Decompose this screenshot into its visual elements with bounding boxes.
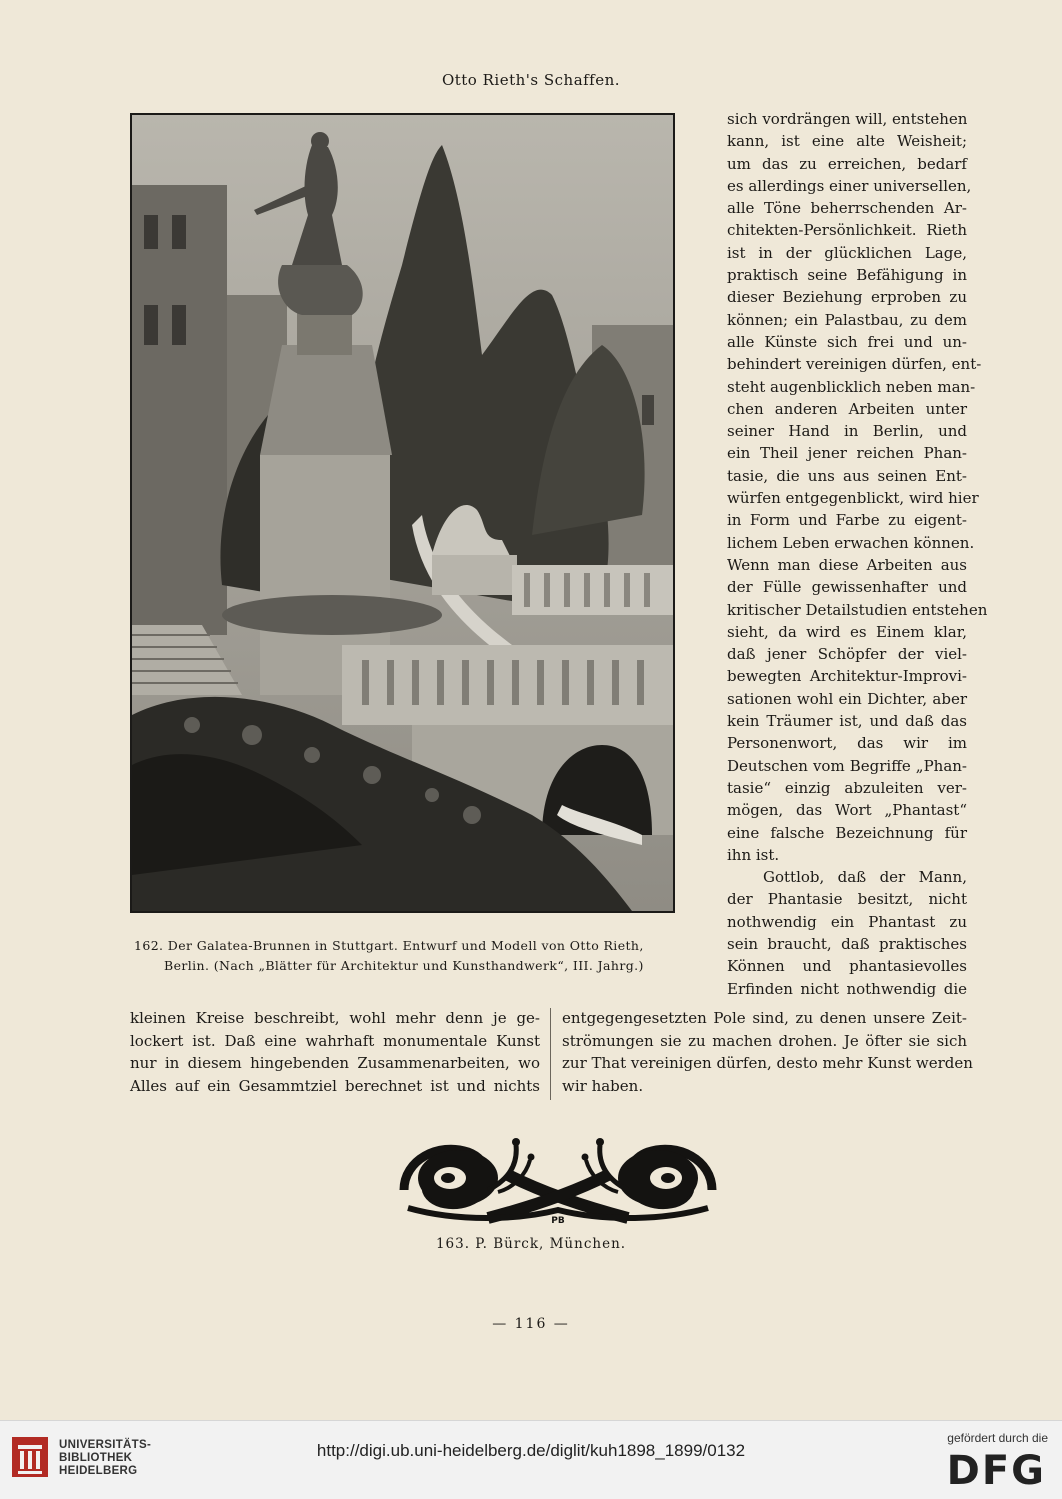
funder-label: gefördert durch die: [947, 1431, 1048, 1445]
text-line: Erfinden nicht nothwendig die: [727, 979, 967, 998]
text-line: der Phantasie besitzt, nicht: [727, 890, 967, 909]
text-line: zur That vereinigen dürfen, desto mehr Kunst werden: [562, 1054, 973, 1072]
figure-163-caption: 163. P. Bürck, München.: [435, 1236, 627, 1252]
page-number: — 116 —: [492, 1316, 570, 1332]
text-line: es allerdings einer universellen,: [727, 176, 972, 195]
running-head: Otto Rieth's Schaffen.: [441, 71, 621, 89]
text-line: kein Träumer ist, und daß das: [727, 712, 967, 731]
text-line: Gottlob, daß der Mann,: [763, 868, 967, 887]
text-line: würfen entgegenblickt, wird hier: [727, 489, 979, 508]
text-line: seiner Hand in Berlin, und: [727, 422, 967, 441]
text-line: sein braucht, daß praktisches: [727, 934, 967, 953]
text-line: daß jener Schöpfer der viel-: [727, 645, 967, 664]
text-line: chen anderen Arbeiten unter: [727, 399, 967, 418]
fountain-illustration: [132, 115, 673, 911]
text-line: kleinen Kreise beschreibt, wohl mehr denn je ge-: [130, 1009, 540, 1027]
text-line: Können und phantasievolles: [727, 957, 967, 976]
caption-line-2: Berlin. (Nach „Blätter für Architektur und Kunsthandwerk“, III. Jahrg.): [164, 958, 644, 973]
text-line: sieht, da wird es Einem klar,: [727, 622, 967, 641]
text-line: praktisch seine Befähigung in: [727, 266, 967, 285]
text-line: Personenwort, das wir im: [727, 734, 967, 753]
text-line: in Form und Farbe zu eigent-: [727, 511, 967, 530]
left-text-column: [130, 1007, 540, 1097]
text-line: Deutschen vom Begriffe „Phan-: [727, 756, 967, 775]
text-line: sich vordrängen will, entstehen: [727, 110, 968, 128]
column-divider: [550, 1008, 551, 1100]
text-line: bewegten Architektur-Improvi-: [727, 667, 967, 686]
right-text-column: [727, 108, 988, 1000]
text-line: alle Töne beherrschenden Ar-: [727, 199, 967, 218]
text-line: tasie, die uns aus seinen Ent-: [727, 466, 967, 485]
text-line: entgegengesetzten Pole sind, zu denen unsere Zeit-: [562, 1009, 967, 1027]
text-line: lichem Leben erwachen können.: [727, 533, 975, 552]
text-line: dieser Beziehung erproben zu: [727, 288, 967, 307]
library-name-line-1: UNIVERSITÄTS-: [59, 1439, 152, 1451]
text-line: sationen wohl ein Dichter, aber: [727, 689, 967, 708]
text-line: der Fülle gewissenhafter und: [727, 578, 967, 597]
middle-text-column: [562, 1007, 973, 1097]
figure-162-caption: [134, 936, 694, 976]
text-line: nothwendig ein Phantast zu: [727, 912, 967, 931]
dfg-logo[interactable]: DFG: [946, 1448, 1046, 1494]
library-name-line-3: HEIDELBERG: [59, 1465, 138, 1477]
text-line: lockert ist. Daß eine wahrhaft monumentale Kunst: [130, 1031, 540, 1050]
text-line: Wenn man diese Arbeiten aus: [727, 555, 967, 574]
caption-line-1: 162. Der Galatea-Brunnen in Stuttgart. Entwurf und Modell von Otto Rieth,: [134, 938, 644, 953]
text-line: kritischer Detailstudien entstehen: [727, 600, 988, 619]
text-line: ist in der glücklichen Lage,: [727, 243, 967, 262]
text-line: mögen, das Wort „Phantast“: [727, 801, 967, 820]
text-line: nur in diesem hingebenden Zusammenarbeiten, wo: [130, 1054, 540, 1072]
text-line: ihn ist.: [727, 845, 780, 864]
text-line: kann, ist eine alte Weisheit;: [727, 132, 967, 151]
text-line: steht augenblicklich neben man-: [727, 377, 976, 396]
text-line: tasie“ einzig abzuleiten ver-: [727, 778, 967, 797]
text-line: um das zu erreichen, bedarf: [727, 154, 967, 173]
galatea-fountain-photo: [130, 113, 675, 913]
text-line: können; ein Palastbau, zu dem: [727, 310, 967, 329]
text-line: wir haben.: [562, 1076, 644, 1095]
text-line: behindert vereinigen dürfen, ent-: [727, 355, 982, 374]
text-line: chitekten-Persönlichkeit. Rieth: [727, 221, 967, 240]
text-line: alle Künste sich frei und un-: [727, 332, 967, 351]
snail-ornament-vignette: [398, 1130, 718, 1225]
text-line: Alles auf ein Gesammtziel berechnet ist und nichts: [130, 1076, 540, 1095]
text-line: ein Theil jener reichen Phan-: [727, 444, 967, 463]
digital-library-footer: [0, 1420, 1062, 1499]
text-line: strömungen sie zu machen drohen. Je öfter sie sich: [562, 1031, 967, 1050]
permalink-url[interactable]: http://digi.ub.uni-heidelberg.de/diglit/kuh1898_1899/0132: [316, 1441, 746, 1460]
text-line: eine falsche Bezeichnung für: [727, 823, 967, 842]
library-name-line-2: BIBLIOTHEK: [59, 1452, 133, 1464]
ornament-monogram: PB: [551, 1216, 565, 1225]
